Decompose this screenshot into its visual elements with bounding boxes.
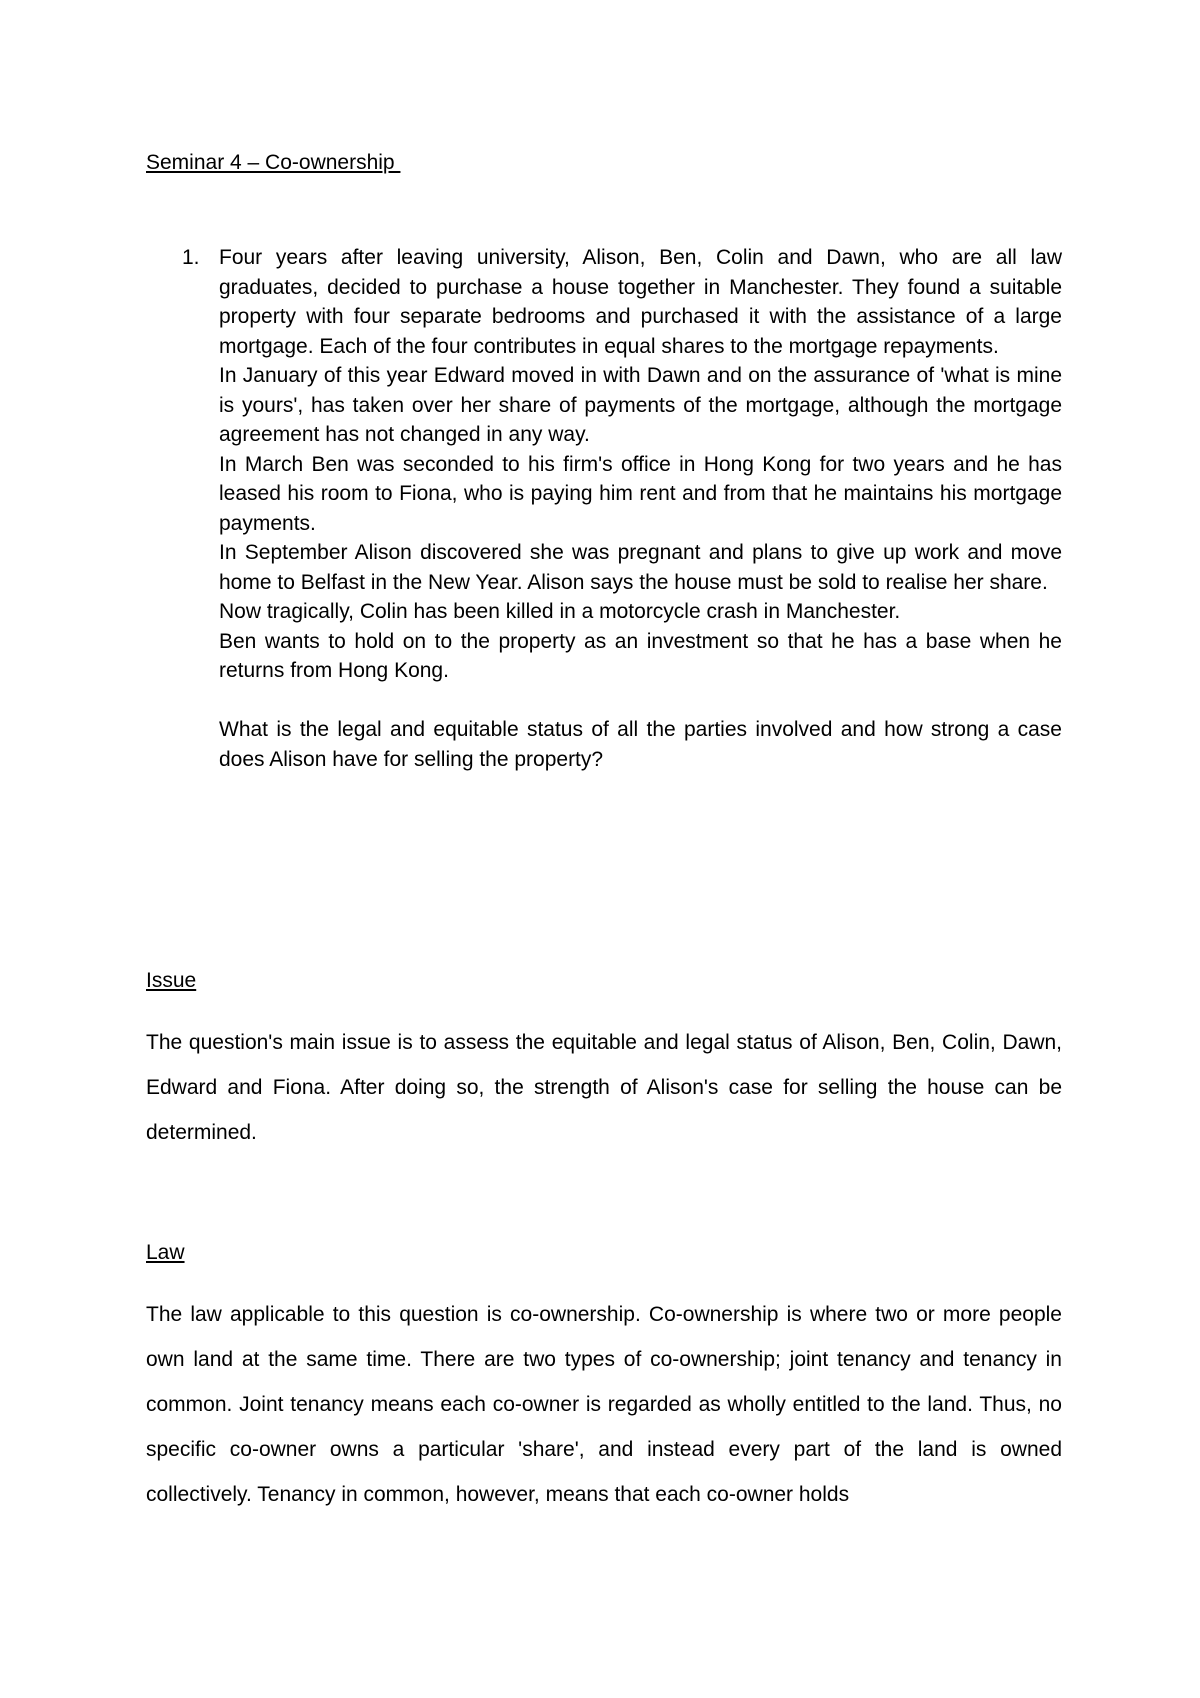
document-title: Seminar 4 – Co-ownership [146,151,401,174]
question-body [219,243,1062,774]
law-text: The law applicable to this question is co-ownership. Co-ownership is where two or more people own land at the same time. There are two types of co-ownership; joint tenancy and tenancy in common. Joint tenancy means each co-owner is regarded as wholly entitled to the land. Thus, no specific co-owner owns a particular 'share', and instead every part of the land is owned collectively. Tenancy in common, however, means that each co-owner holds [146,1303,1062,1506]
question-paragraph-purchase: Four years after leaving university, Alison, Ben, Colin and Dawn, who are all law graduates, decided to purchase a house together in Manchester. They found a suitable property with four separate bedrooms and purchased it with the assistance of a large mortgage. Each of the four contributes in equal shares to the mortgage repayments. [219,246,1062,358]
question-number: 1. [182,246,200,269]
issue-text: The question's main issue is to assess the equitable and legal status of Alison, Ben, Colin, Dawn, Edward and Fiona. After doing so, the strength of Alison's case for selling the house can be determined. [146,1031,1062,1144]
question-paragraph-alison: In September Alison discovered she was pregnant and plans to give up work and move home to Belfast in the New Year. Alison says the house must be sold to realise her share. [219,541,1062,594]
question-paragraph-ben: In March Ben was seconded to his firm's office in Hong Kong for two years and he has leased his room to Fiona, who is paying him rent and from that he maintains his mortgage payments. [219,452,1062,535]
question-paragraph-edward: In January of this year Edward moved in with Dawn and on the assurance of 'what is mine is yours', has taken over her share of payments of the mortgage, although the mortgage agreement has not changed in any way. [219,364,1062,446]
question-prompt: What is the legal and equitable status of all the parties involved and how strong a case does Alison have for selling the property? [219,718,1062,771]
issue-heading: Issue [146,969,197,992]
law-heading: Law [146,1241,185,1264]
question-paragraph-colin: Now tragically, Colin has been killed in a motorcycle crash in Manchester. [219,600,901,623]
question-paragraph-ben-investment: Ben wants to hold on to the property as an investment so that he has a base when he returns from Hong Kong. [219,629,1062,682]
